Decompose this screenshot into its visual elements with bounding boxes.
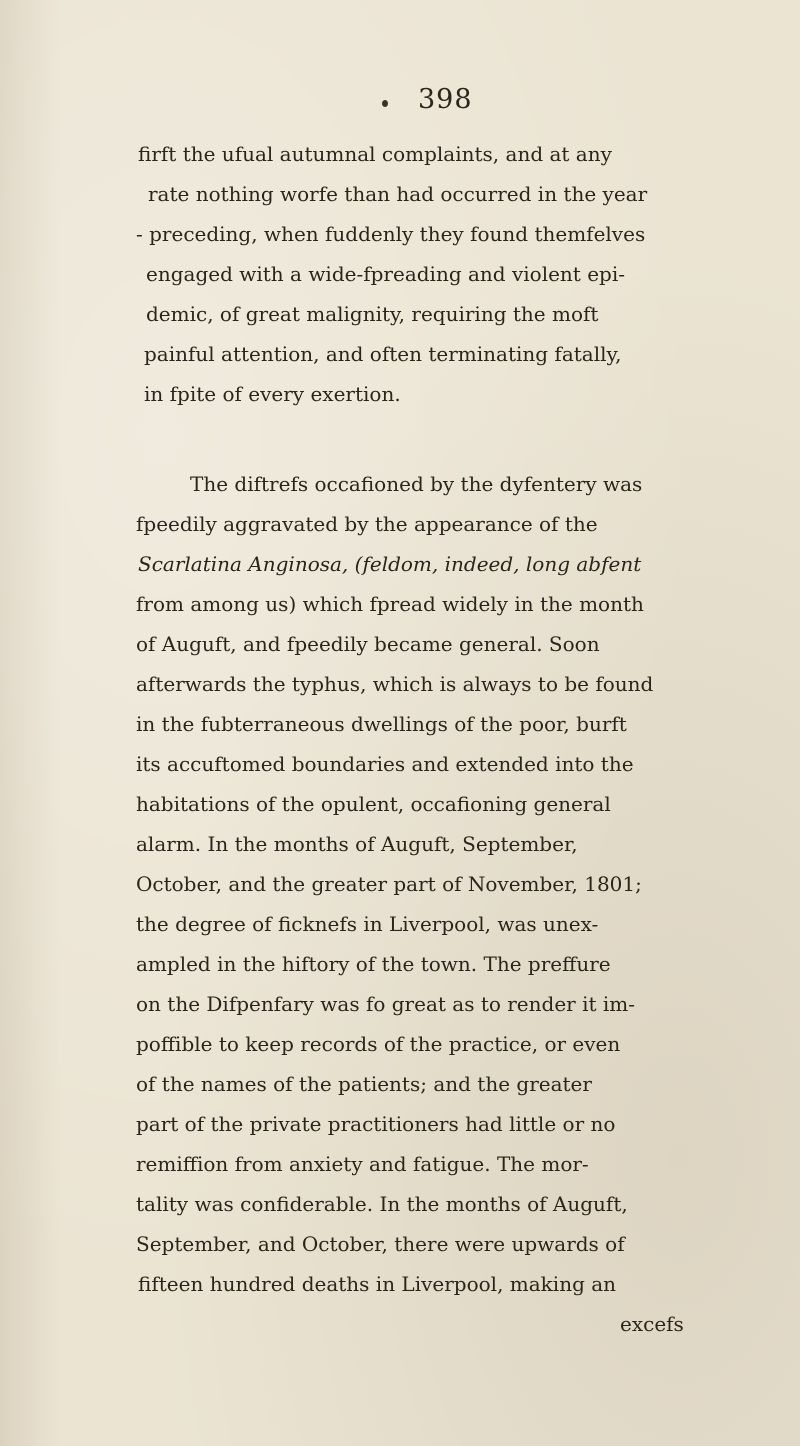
text-line: fifteen hundred deaths in Liverpool, making an [138,1272,617,1296]
text-line: fpeedily aggravated by the appearance of the [136,512,598,536]
text-line: September, and October, there were upwards of [136,1232,625,1256]
text-line: October, and the greater part of November, 1801; [136,872,642,896]
text-line: on the Difpenfary was fo great as to render it im- [136,992,635,1016]
text-line: engaged with a wide-fpreading and violent epi- [146,262,625,286]
text-line: in fpite of every exertion. [144,382,401,406]
text-line: demic, of great malignity, requiring the moft [146,302,599,326]
text-line: the degree of ficknefs in Liverpool, was unex- [136,912,599,936]
text-line: poffible to keep records of the practice, or even [136,1032,621,1056]
page-number: 398 [418,84,473,115]
text-line: remiffion from anxiety and fatigue. The mor- [136,1152,589,1176]
text-line: of Auguft, and fpeedily became general. Soon [136,632,600,656]
text-line: painful attention, and often terminating fatally, [144,342,622,366]
text-line: - preceding, when fuddenly they found themfelves [136,222,646,246]
text-line: firft the ufual autumnal complaints, and at any [138,142,612,166]
catchword: excefs [620,1312,684,1336]
text-line: of the names of the patients; and the greater [136,1072,592,1096]
text-line: part of the private practitioners had little or no [136,1112,616,1136]
text-line: ampled in the hiftory of the town. The preffure [136,952,611,976]
text-line: in the fubterraneous dwellings of the poor, burft [136,712,627,736]
text-line: The diftrefs occafioned by the dyfentery was [190,472,643,496]
text-line: Scarlatina Anginosa, (feldom, indeed, long abfent [138,552,642,576]
text-line: rate nothing worfe than had occurred in the year [148,182,648,206]
text-line: alarm. In the months of Auguft, September, [136,832,578,856]
text-line: its accuftomed boundaries and extended into the [136,752,634,776]
text-line: habitations of the opulent, occafioning general [136,792,611,816]
text-line: tality was confiderable. In the months of Auguft, [136,1192,628,1216]
text-line: afterwards the typhus, which is always to be found [136,672,654,696]
text-line: from among us) which fpread widely in the month [136,592,644,616]
